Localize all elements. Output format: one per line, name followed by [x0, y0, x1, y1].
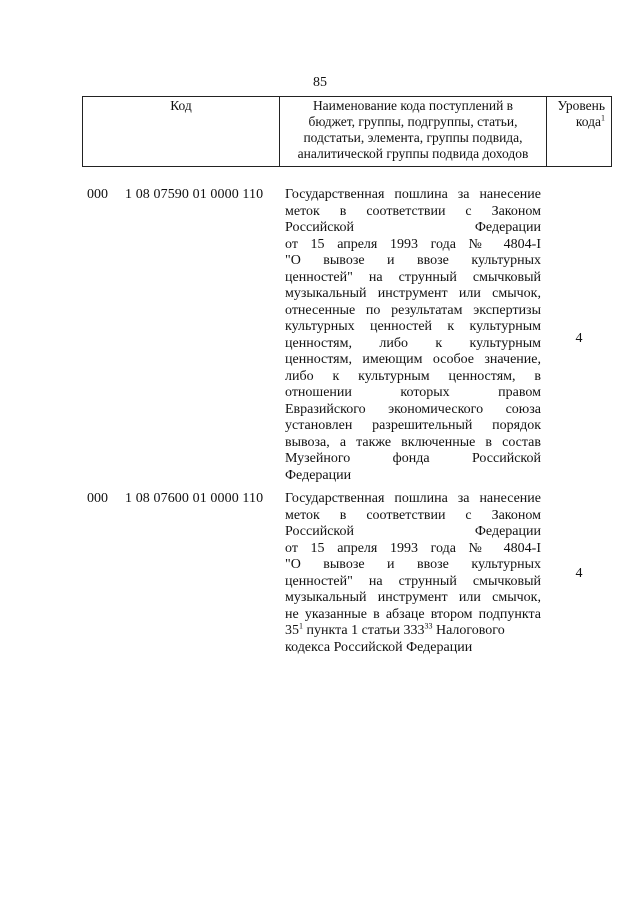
row-desc-line: ценностям, либо к культурным	[285, 335, 541, 351]
header-name-line: подстатьи, элемента, группы подвида,	[303, 130, 523, 145]
row-desc-line: отнесенные по результатам экспертизы	[285, 302, 541, 318]
row-desc-line: от 15 апреля 1993 года № 4804-I	[285, 236, 541, 252]
row-desc-line: вывоза, а также включенные в состав	[285, 434, 541, 450]
header-name	[280, 97, 547, 167]
row-desc-line: Федерации	[474, 220, 541, 235]
article-text: пункта 1 статьи 333	[303, 623, 425, 638]
row-description	[285, 187, 541, 484]
row-desc-line: установлен разрешительный порядок	[285, 418, 541, 433]
row-desc-line: музыкальный инструмент или смычок,	[285, 286, 541, 301]
row-desc-line: ценностей" на струнный смычковый	[285, 269, 541, 285]
row-desc-line: Федерации	[474, 524, 541, 539]
row-budget-code: 1 08 07590 01 0000 110	[125, 187, 264, 202]
row-desc-line: либо к культурным ценностям, в	[285, 368, 541, 384]
row-desc-line: Музейного фонда Российской	[285, 451, 541, 466]
header-level-word: кода	[575, 114, 601, 129]
row-desc-line: меток в соответствии с Законом	[285, 203, 541, 219]
row-admin-code: 000	[87, 187, 108, 202]
row-admin-code: 000	[87, 491, 108, 506]
row-level: 4	[575, 566, 583, 581]
article-number: 35	[285, 623, 299, 638]
row-desc-line: Государственная пошлина за нанесение	[285, 187, 541, 202]
row-level: 4	[575, 331, 583, 346]
header-name-line: аналитической группы подвида доходов	[297, 146, 529, 161]
header-name-line: Наименование кода поступлений в	[312, 98, 514, 113]
row-desc-line: Государственная пошлина за нанесение	[285, 491, 541, 506]
row-desc-line: ценностей" на струнный смычковый	[285, 573, 541, 589]
header-level-footnote: 1	[601, 113, 605, 123]
header-code: Код	[83, 97, 280, 167]
row-desc-line: отношении которых правом	[285, 385, 541, 400]
row-desc-line: ценностям, имеющим особое значение,	[285, 352, 541, 367]
row-desc-line: "О вывозе и ввозе культурных	[285, 557, 541, 572]
table-header	[82, 96, 612, 167]
row-desc-line: Евразийского экономического союза	[285, 401, 541, 417]
article-text: Налогового	[432, 623, 505, 638]
row-desc-line: кодекса Российской Федерации	[285, 639, 473, 655]
row-budget-code: 1 08 07600 01 0000 110	[125, 491, 264, 506]
header-name-line: бюджет, группы, подгруппы, статьи,	[308, 114, 518, 129]
row-desc-line: меток в соответствии с Законом	[285, 507, 541, 523]
header-level-line2	[550, 114, 605, 130]
row-desc-line: Российской	[285, 220, 354, 235]
row-description	[285, 491, 541, 656]
header-level-line1: Уровень	[557, 98, 605, 113]
row-desc-line: музыкальный инструмент или смычок,	[285, 590, 541, 605]
header-level	[547, 97, 612, 167]
row-desc-line: культурных ценностей к культурным	[285, 319, 541, 334]
row-desc-line: от 15 апреля 1993 года № 4804-I	[285, 540, 541, 556]
article-sup: 33	[424, 621, 433, 631]
page-number: 85	[313, 75, 327, 90]
row-desc-line: Российской	[285, 524, 354, 539]
row-desc-line: не указанные в абзаце втором подпункта	[285, 606, 541, 622]
row-desc-line-footnote	[285, 623, 541, 640]
row-desc-line: Федерации	[285, 467, 352, 483]
article-sup: 1	[299, 621, 303, 631]
row-desc-line: "О вывозе и ввозе культурных	[285, 253, 541, 268]
